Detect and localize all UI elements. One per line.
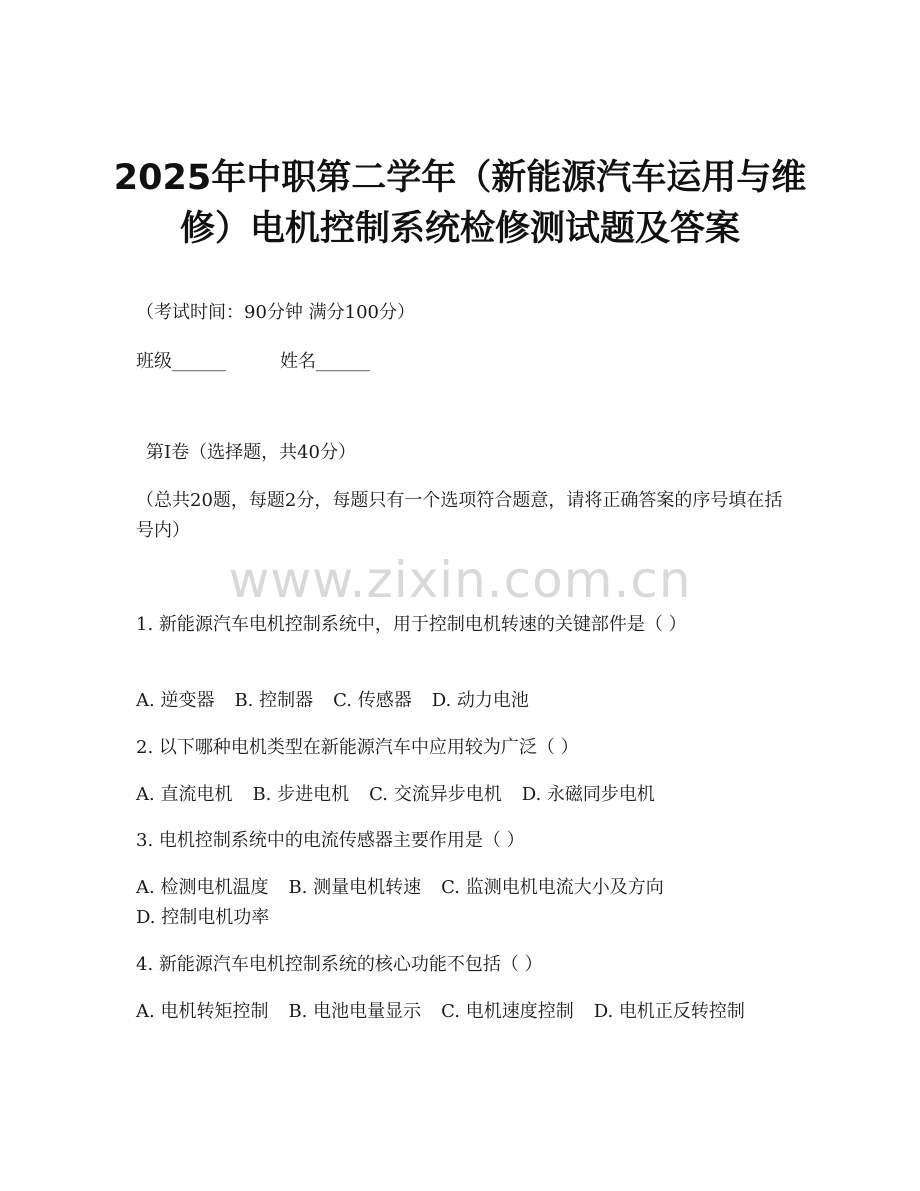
document-title-line2: 修）电机控制系统检修测试题及答案	[179, 209, 740, 249]
question-2-option-a: A. 直流电机	[136, 784, 233, 805]
question-1-option-d: D. 动力电池	[431, 690, 529, 711]
class-label: 班级______	[136, 351, 226, 372]
question-2-option-b: B. 步进电机	[252, 784, 350, 805]
question-3-option-a: A. 检测电机温度	[136, 877, 269, 898]
section-title: 第Ⅰ卷（选择题，共40分）	[146, 442, 357, 463]
exam-info: （考试时间：90分钟 满分100分）	[136, 302, 415, 323]
question-3-option-d: D. 控制电机功率	[136, 907, 270, 928]
question-4-option-b: B. 电池电量显示	[288, 1001, 422, 1022]
question-3-stem: 3. 电机控制系统中的电流传感器主要作用是（ ）	[136, 830, 525, 851]
watermark: www.zixin.com.cn	[228, 551, 692, 609]
question-1-stem: 1. 新能源汽车电机控制系统中，用于控制电机转速的关键部件是（ ）	[136, 614, 687, 635]
student-info	[136, 347, 370, 377]
question-3-option-b: B. 测量电机转速	[288, 877, 422, 898]
question-1-option-c: C. 传感器	[333, 690, 412, 711]
question-4-options	[136, 997, 784, 1027]
question-4-option-c: C. 电机速度控制	[441, 1001, 574, 1022]
section-description: （总共20题，每题2分，每题只有一个选项符合题意，请将正确答案的序号填在括号内）	[136, 490, 783, 541]
question-3-options	[136, 873, 784, 933]
question-1-option-a: A. 逆变器	[136, 690, 215, 711]
question-2-stem: 2. 以下哪种电机类型在新能源汽车中应用较为广泛（ ）	[136, 737, 579, 758]
question-1-option-b: B. 控制器	[234, 690, 314, 711]
question-3-option-c: C. 监测电机电流大小及方向	[441, 877, 664, 898]
document-title-line1: 2025年中职第二学年（新能源汽车运用与维	[113, 158, 807, 198]
name-label: 姓名______	[280, 351, 370, 372]
question-4-option-a: A. 电机转矩控制	[136, 1001, 269, 1022]
question-4-stem: 4. 新能源汽车电机控制系统的核心功能不包括（ ）	[136, 954, 543, 975]
question-4-option-d: D. 电机正反转控制	[593, 1001, 745, 1022]
question-2-options	[136, 780, 675, 810]
question-2-option-d: D. 永磁同步电机	[521, 784, 655, 805]
question-2-option-c: C. 交流异步电机	[369, 784, 502, 805]
question-1-options	[136, 686, 549, 716]
